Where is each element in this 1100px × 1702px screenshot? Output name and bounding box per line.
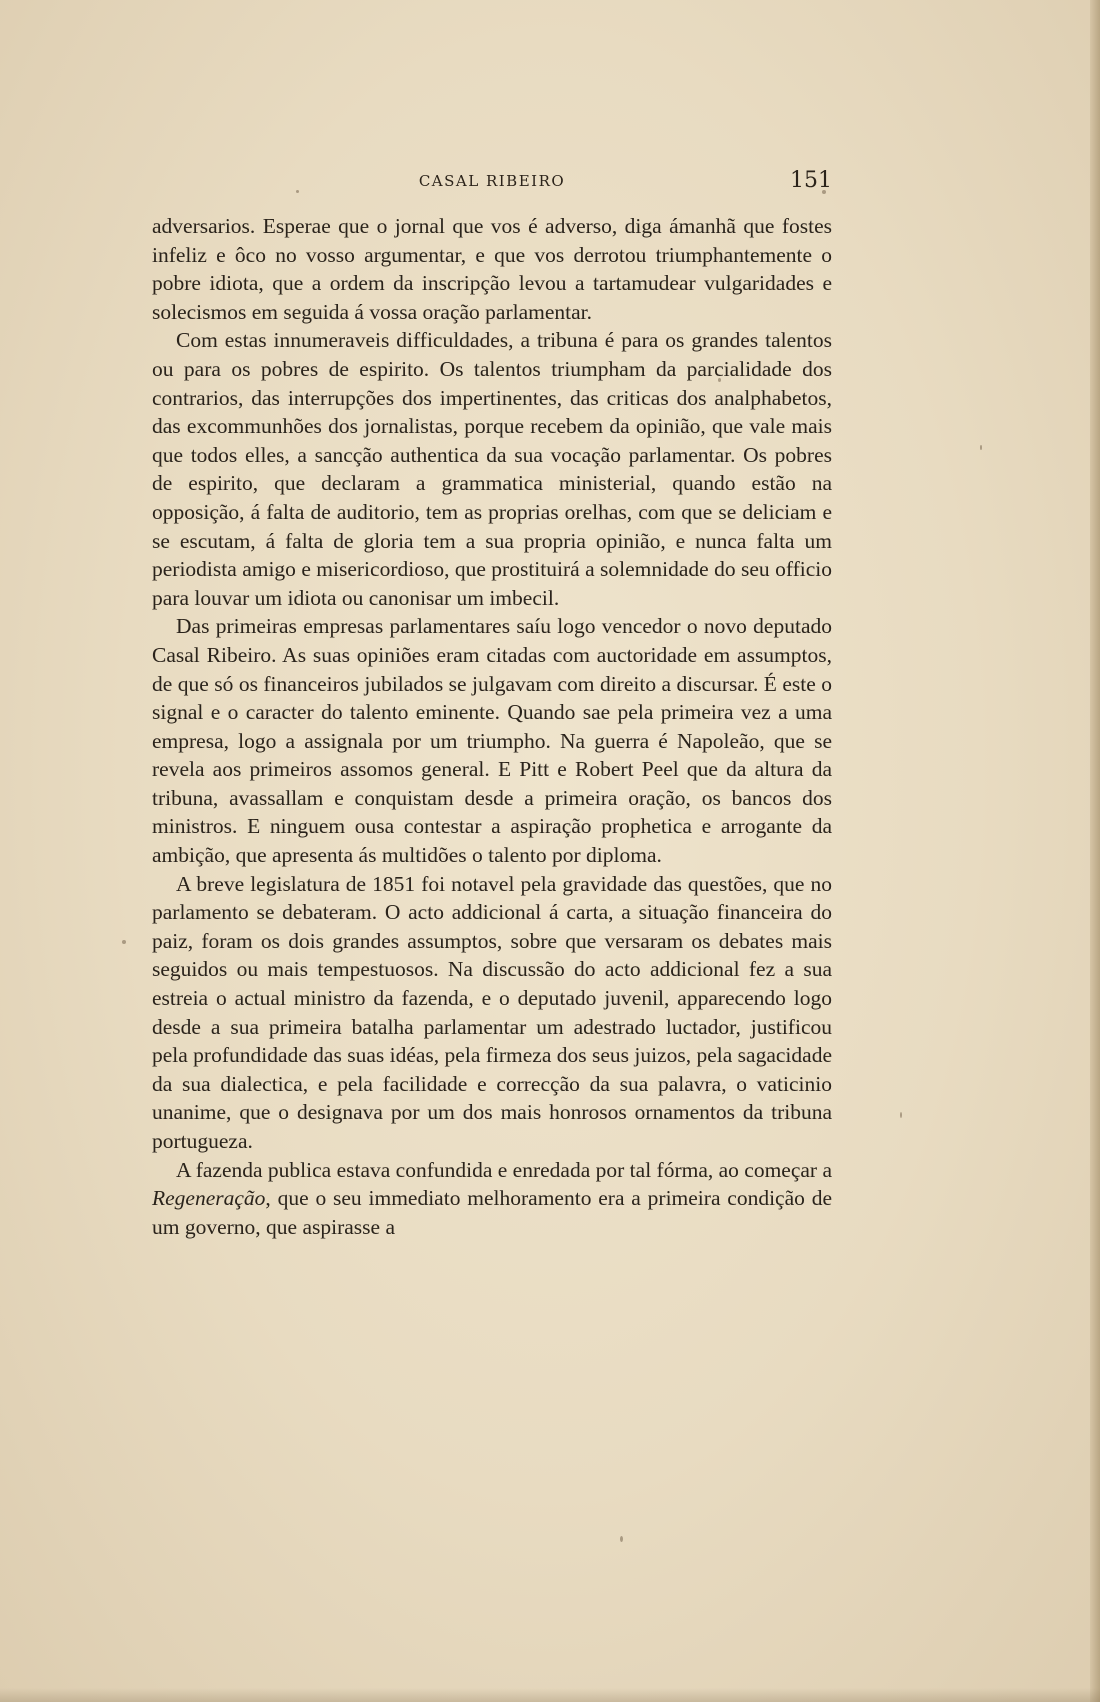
body-text — [152, 212, 832, 1241]
paragraph-5-text-end: , que o seu immediato melhoramento era a primeira condição de um governo, que aspirasse a — [152, 1186, 832, 1239]
paragraph-5-text-start: A fazenda publica estava confundida e enredada por tal fórma, ao começar a — [176, 1157, 833, 1182]
paragraph-3: Das primeiras empresas parlamentares saíu logo vencedor o novo deputado Casal Ribeiro. As suas opiniões eram citadas com auctoridade em assumptos, de que só os financeiros jubilados se julgavam com direito a discursar. É este o signal e o caracter do talento eminente. Quando sae pela primeira vez a uma empresa, logo a assignala por um triumpho. Na guerra é Napoleão, que se revela aos primeiros assomos general. E Pitt e Robert Peel que da altura da tribuna, avassallam e conquistam desde a primeira oração, os bancos dos ministros. E ninguem ousa contestar a aspiração prophetica e arrogante da ambição, que apresenta ás multidões o talento por diploma. — [152, 614, 832, 868]
page-number: 151 — [790, 168, 832, 193]
running-head: CASAL RIBEIRO — [418, 172, 566, 190]
paragraph-5 — [152, 1156, 832, 1242]
paper-speck — [122, 940, 126, 944]
paper-speck — [980, 445, 982, 450]
paragraph-1: adversarios. Esperae que o jornal que vos é adverso, diga ámanhã que fostes infeliz e ôco no vosso argumentar, e que vos derrotou triumphantemente o pobre idiota, que a ordem da inscripção levou a tartamudear vulgaridades e solecismos em seguida á vossa oração parlamentar. — [152, 214, 832, 324]
page-header — [152, 168, 832, 202]
regeneracao-italic: Regeneração — [152, 1186, 266, 1211]
paragraph-2: Com estas innumeraveis difficuldades, a tribuna é para os grandes talentos ou para os pobres de espirito. Os talentos triumpham da parcialidade dos contrarios, das interrupções dos impertinentes, das criticas dos analphabetos, das excommunhões dos jornalistas, porque recebem da opinião, que vale mais que todos elles, a sancção authentica da sua vocação parlamentar. Os pobres de espirito, que declaram a grammatica ministerial, quando estão na opposição, á falta de auditorio, tem as proprias orelhas, com que se deliciam e se escutam, á falta de gloria tem a sua propria opinião, e nunca falta um periodista amigo e misericordioso, que prostituirá a solemnidade do seu officio para louvar um idiota ou canonisar um imbecil. — [152, 328, 832, 610]
paragraph-4: A breve legislatura de 1851 foi notavel pela gravidade das questões, que no parlamento se debateram. O acto addicional á carta, a situação financeira do paiz, foram os dois grandes assumptos, sobre que versaram os debates mais seguidos ou mais tempestuosos. Na discussão do acto addicional fez a sua estreia o actual ministro da fazenda, e o deputado juvenil, apparecendo logo desde a sua primeira batalha parlamentar um adestrado luctador, justificou pela profundidade das suas idéas, pela firmeza dos seus juizos, pela sagacidade da sua dialectica, e pela facilidade e correcção da sua palavra, o vaticinio unanime, que o designava por um dos mais honrosos ornamentos da tribuna portugueza. — [152, 871, 832, 1153]
page-bottom-shadow — [0, 1688, 1100, 1702]
paper-speck — [900, 1112, 902, 1118]
paper-speck — [620, 1536, 623, 1542]
page-edge-shadow — [1090, 0, 1100, 1702]
